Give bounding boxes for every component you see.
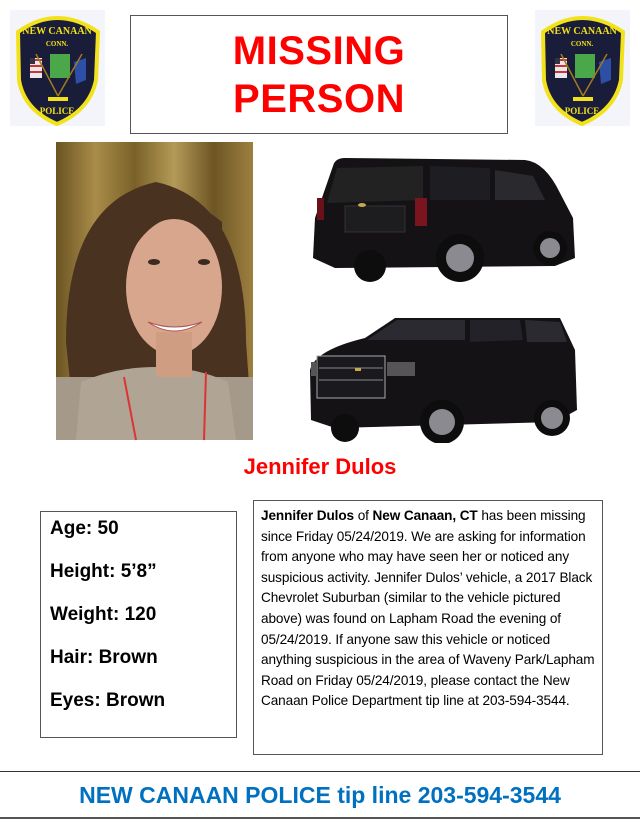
person-photo xyxy=(56,142,253,440)
svg-text:CONN.: CONN. xyxy=(45,40,69,48)
title-line-2: PERSON xyxy=(233,76,405,121)
description-of: of xyxy=(354,508,373,523)
police-badge-icon xyxy=(535,10,630,126)
police-badge-icon xyxy=(10,10,105,126)
black-suv-rear-icon xyxy=(305,148,580,290)
stat-height: Height: 5’8” xyxy=(50,561,157,582)
description-name: Jennifer Dulos xyxy=(261,508,355,523)
footer-divider-bottom xyxy=(0,817,640,819)
black-suv-front-icon xyxy=(305,310,580,443)
svg-text:CONN.: CONN. xyxy=(570,40,594,48)
stat-hair: Hair: Brown xyxy=(50,647,158,668)
svg-text:NEW CANAAN: NEW CANAAN xyxy=(22,26,92,37)
vehicle-rear-photo xyxy=(305,148,580,290)
stat-eyes: Eyes: Brown xyxy=(50,690,166,711)
missing-person-title-box xyxy=(130,15,508,134)
police-badge-left xyxy=(10,10,105,126)
person-stats-box xyxy=(40,511,237,738)
footer-divider-top xyxy=(0,771,640,772)
vehicle-front-photo xyxy=(305,310,580,443)
stat-weight: Weight: 120 xyxy=(50,604,157,625)
tip-line-footer: NEW CANAAN POLICE tip line 203-594-3544 xyxy=(79,782,561,808)
svg-text:POLICE: POLICE xyxy=(39,106,75,116)
police-badge-right xyxy=(535,10,630,126)
stat-age: Age: 50 xyxy=(50,518,119,539)
svg-text:NEW CANAAN: NEW CANAAN xyxy=(547,26,617,37)
svg-text:POLICE: POLICE xyxy=(564,106,600,116)
description-location: New Canaan, CT xyxy=(372,508,478,523)
description-box xyxy=(253,500,603,755)
portrait-photo-icon xyxy=(56,142,253,440)
description-body: has been missing since Friday 05/24/2019. We are asking for information from anyone who may have seen her or noticed any suspicious activity. Jennifer Dulos’ vehicle, a 2017 Black Chevrolet Suburban (similar to the vehicle pictured above) was found on Lapham Road the evening of 05/24/2019. If anyone saw this vehicle or noticed anything suspicious in the area of Waveny Park/Lapham Road on Friday 05/24/2019, please contact the New Canaan Police Department tip line at 203-594-3544. xyxy=(261,508,595,709)
person-name: Jennifer Dulos xyxy=(243,454,397,479)
title-line-1: MISSING xyxy=(232,28,406,73)
